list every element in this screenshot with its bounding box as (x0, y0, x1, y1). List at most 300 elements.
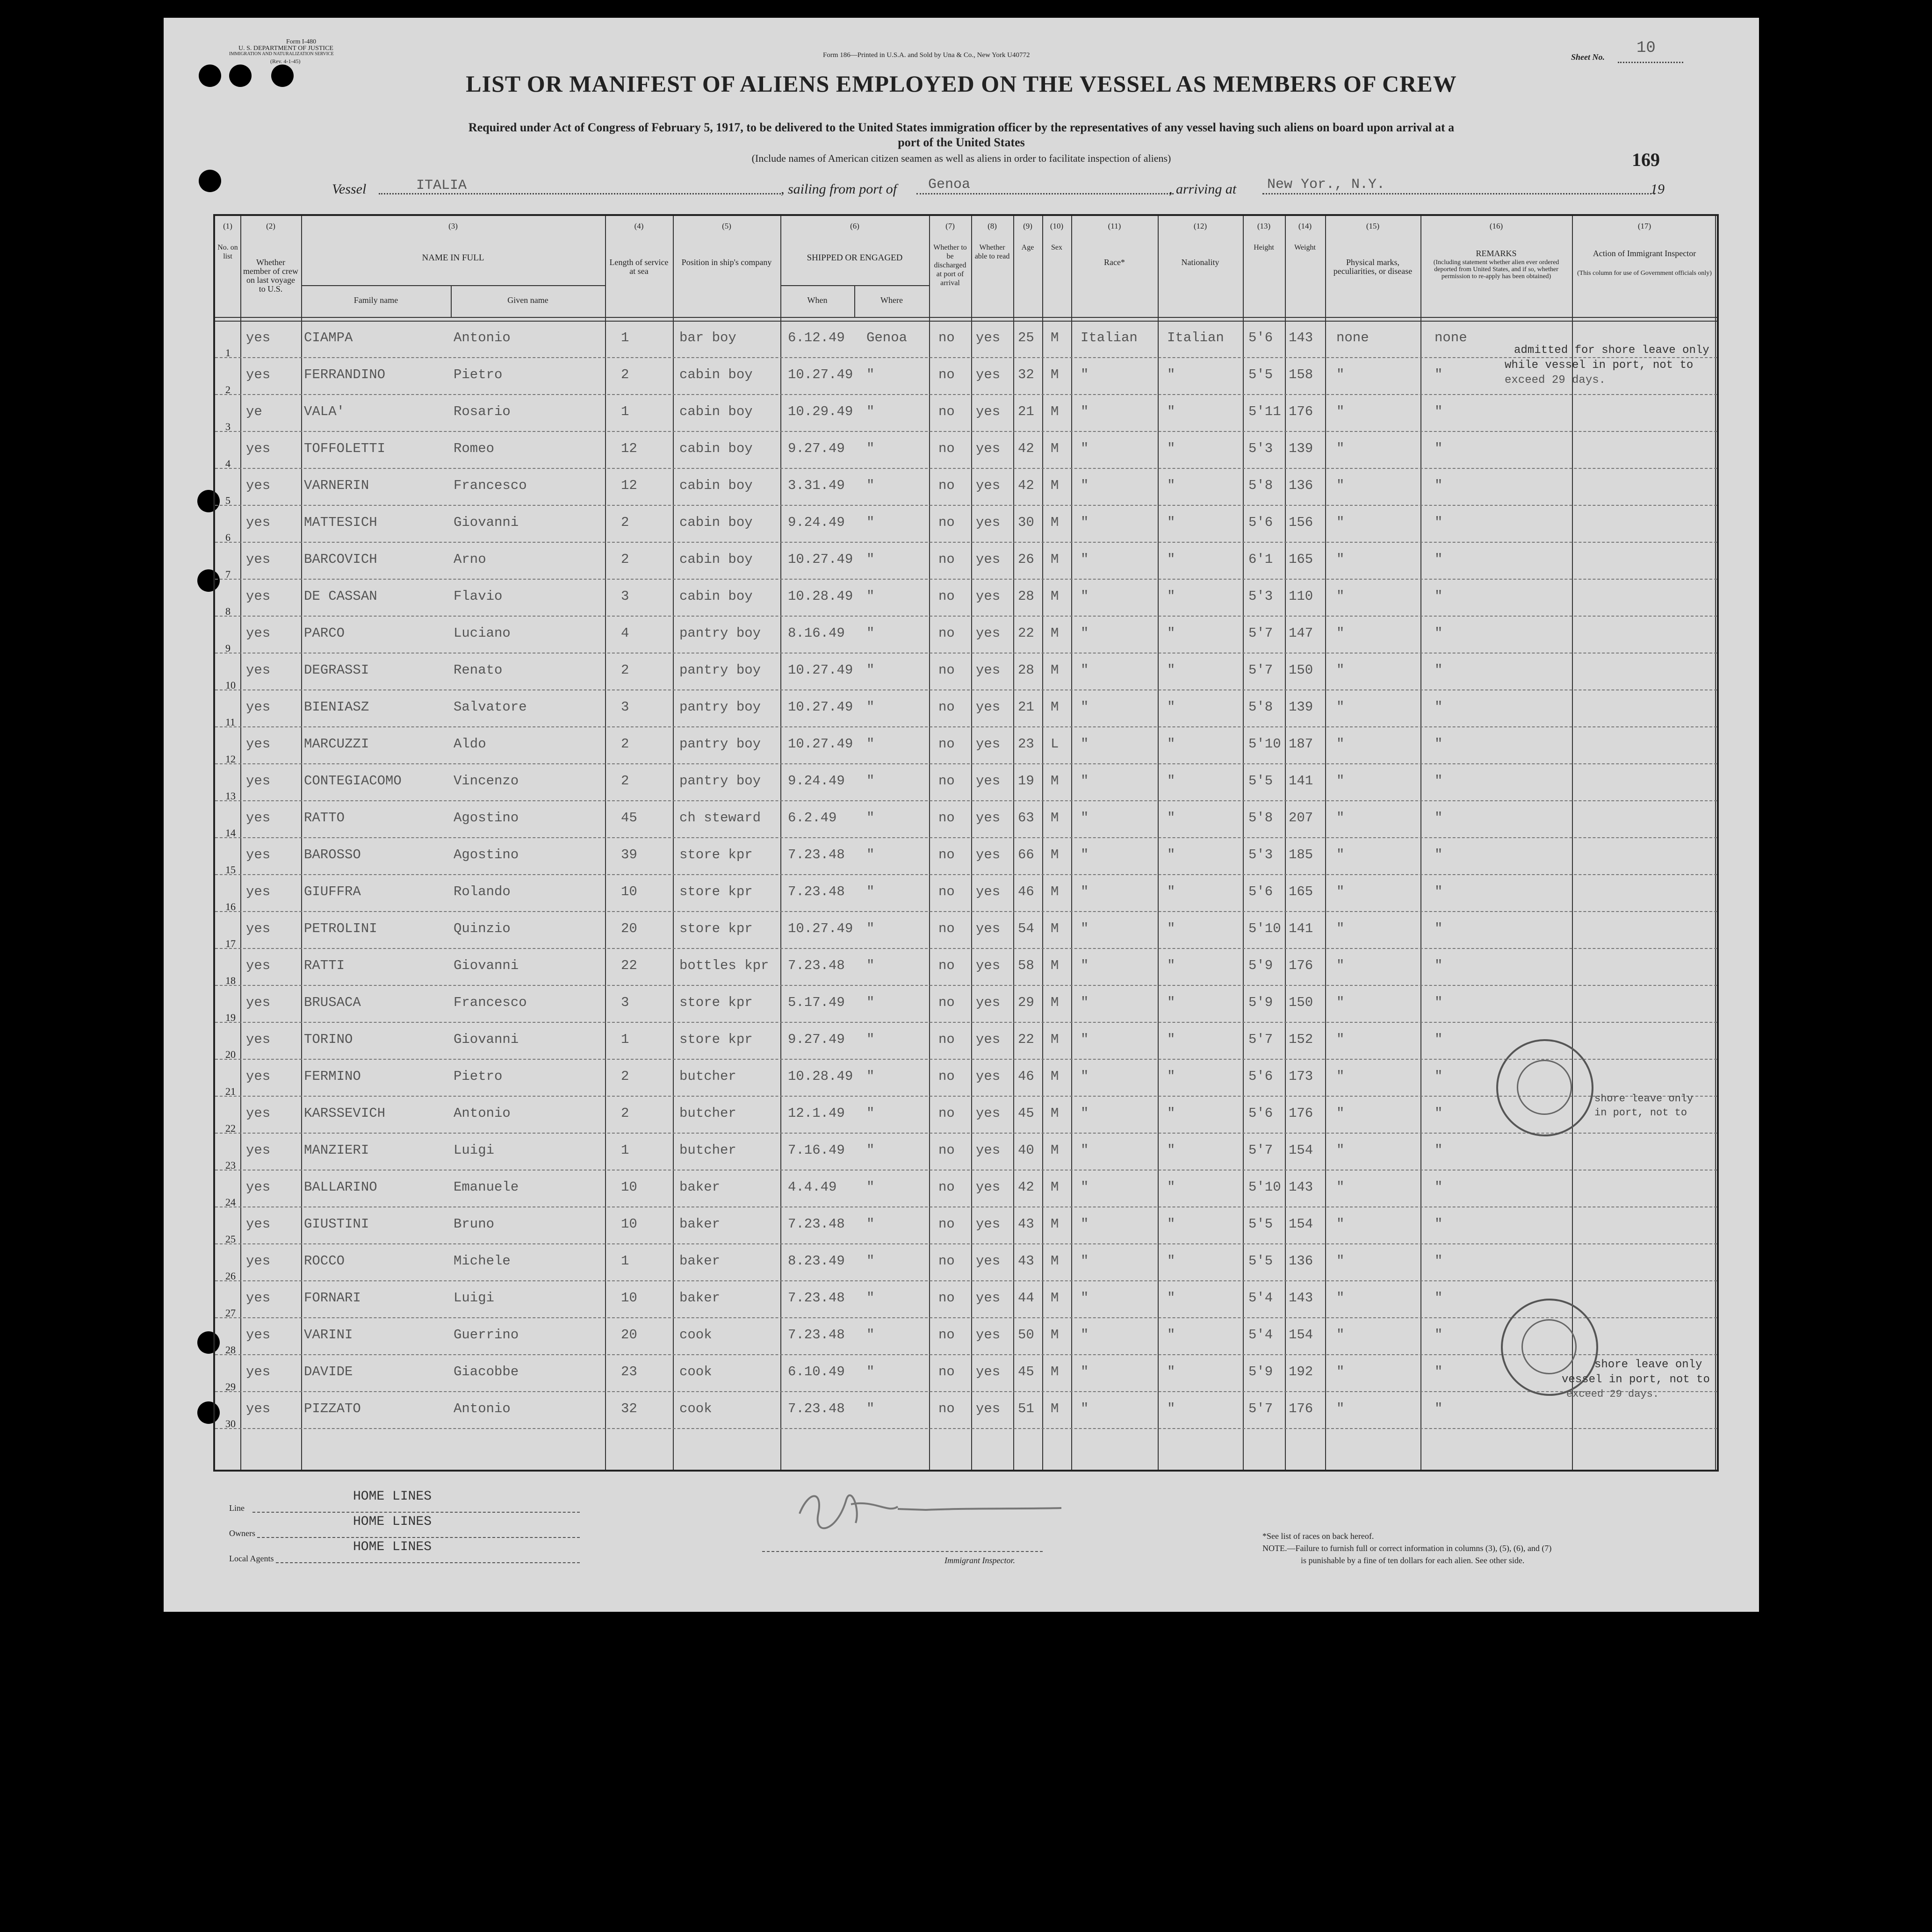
cell-where: " (866, 1069, 875, 1084)
cell-when: 6.2.49 (788, 810, 837, 826)
cell-nat: " (1167, 1142, 1175, 1158)
cell-family: BAROSSO (304, 847, 361, 862)
row-rule (215, 1170, 1717, 1171)
cell-where: " (866, 1290, 875, 1306)
cell-remarks: " (1435, 367, 1443, 382)
cell-where: " (866, 847, 875, 862)
row-number: 19 (225, 1012, 236, 1023)
cell-family: PETROLINI (304, 921, 377, 936)
cell-read: yes (976, 810, 1001, 826)
cell-remarks: " (1435, 958, 1443, 973)
cell-race: " (1081, 810, 1089, 826)
column-header: No. on list (217, 244, 238, 260)
row-rule (215, 1059, 1717, 1060)
cell-age: 46 (1018, 884, 1034, 899)
form-number: Form I-480 (286, 38, 317, 45)
cell-remarks: " (1435, 1179, 1443, 1195)
cell-nat: " (1167, 995, 1175, 1010)
cell-age: 19 (1018, 773, 1034, 789)
column-rule (1158, 216, 1159, 1470)
cell-nat: " (1167, 773, 1175, 789)
column-note: (This column for use of Government officials only) (1577, 270, 1712, 277)
cell-where: " (866, 552, 875, 567)
cell-race: " (1081, 515, 1089, 530)
cell-race: " (1081, 552, 1089, 567)
cell-disch: no (938, 958, 955, 973)
cell-service: 2 (621, 1106, 629, 1121)
cell-nat: " (1167, 589, 1175, 604)
cell-given: Agostino (454, 847, 519, 862)
cell-race: " (1081, 1106, 1089, 1121)
remarks-note: admitted for shore leave only (1514, 344, 1709, 357)
cell-marks: " (1336, 367, 1345, 382)
cell-where: " (866, 662, 875, 678)
cell-height: 5'7 (1248, 1142, 1273, 1158)
cell-sex: M (1051, 1142, 1059, 1158)
cell-marks: " (1336, 1142, 1345, 1158)
cell-marks: " (1336, 1401, 1345, 1416)
cell-position: store kpr (679, 847, 753, 862)
cell-remarks: " (1435, 441, 1443, 456)
cell-nat: " (1167, 1290, 1175, 1306)
cell-when: 9.24.49 (788, 515, 845, 530)
cell-crew: yes (246, 1290, 271, 1306)
cell-when: 10.27.49 (788, 367, 853, 382)
cell-weight: 173 (1289, 1069, 1313, 1084)
cell-sex: M (1051, 1327, 1059, 1343)
row-number: 22 (225, 1122, 236, 1134)
cell-service: 10 (621, 1290, 637, 1306)
cell-position: ch steward (679, 810, 761, 826)
cell-crew: yes (246, 773, 271, 789)
cell-when: 7.23.48 (788, 958, 845, 973)
cell-disch: no (938, 625, 955, 641)
column-number: (12) (1193, 222, 1207, 230)
cell-remarks: " (1435, 1327, 1443, 1343)
cell-sex: M (1051, 847, 1059, 862)
cell-read: yes (976, 330, 1001, 345)
cell-marks: " (1336, 1179, 1345, 1195)
cell-read: yes (976, 699, 1001, 715)
cell-given: Giovanni (454, 515, 519, 530)
cell-nat: " (1167, 1364, 1175, 1379)
cell-age: 66 (1018, 847, 1034, 862)
cell-family: CIAMPA (304, 330, 353, 345)
cell-crew: yes (246, 884, 271, 899)
cell-remarks: " (1435, 1216, 1443, 1232)
cell-crew: yes (246, 662, 271, 678)
cell-disch: no (938, 995, 955, 1010)
cell-crew: yes (246, 367, 271, 382)
cell-disch: no (938, 552, 955, 567)
cell-when: 7.23.48 (788, 1327, 845, 1343)
cell-where: " (866, 1327, 875, 1343)
cell-when: 6.12.49 (788, 330, 845, 345)
cell-where: " (866, 1106, 875, 1121)
cell-marks: " (1336, 662, 1345, 678)
cell-weight: 147 (1289, 625, 1313, 641)
cell-race: " (1081, 1069, 1089, 1084)
cell-disch: no (938, 1179, 955, 1195)
cell-where: " (866, 699, 875, 715)
cell-race: " (1081, 699, 1089, 715)
row-number: 26 (225, 1270, 236, 1282)
cell-read: yes (976, 1364, 1001, 1379)
cell-disch: no (938, 1253, 955, 1269)
cell-when: 7.23.48 (788, 1401, 845, 1416)
column-header: Height (1254, 244, 1274, 251)
cell-weight: 156 (1289, 515, 1313, 530)
cell-family: FERMINO (304, 1069, 361, 1084)
column-number: (15) (1366, 222, 1380, 230)
cell-height: 5'10 (1248, 1179, 1281, 1195)
cell-sex: M (1051, 1253, 1059, 1269)
row-number: 27 (225, 1307, 236, 1319)
row-rule (215, 726, 1717, 727)
cell-service: 12 (621, 478, 637, 493)
column-number: (9) (1023, 222, 1032, 230)
column-rule (1243, 216, 1244, 1470)
cell-race: " (1081, 441, 1089, 456)
cell-height: 5'11 (1248, 404, 1281, 419)
cell-crew: yes (246, 1069, 271, 1084)
cell-height: 5'6 (1248, 515, 1273, 530)
cell-family: VALA' (304, 404, 345, 419)
cell-age: 51 (1018, 1401, 1034, 1416)
cell-nat: " (1167, 699, 1175, 715)
cell-remarks: " (1435, 995, 1443, 1010)
row-rule (215, 1096, 1717, 1097)
cell-read: yes (976, 1106, 1001, 1121)
cell-race: " (1081, 478, 1089, 493)
cell-read: yes (976, 921, 1001, 936)
row-number: 11 (225, 716, 236, 728)
cell-read: yes (976, 552, 1001, 567)
cell-given: Bruno (454, 1216, 495, 1232)
cell-race: " (1081, 1142, 1089, 1158)
cell-when: 12.1.49 (788, 1106, 845, 1121)
cell-family: TOFFOLETTI (304, 441, 386, 456)
cell-where: " (866, 441, 875, 456)
cell-age: 28 (1018, 662, 1034, 678)
column-header: Physical marks, peculiarities, or disease (1333, 258, 1413, 276)
cell-disch: no (938, 367, 955, 382)
cell-given: Giovanni (454, 1032, 519, 1047)
cell-disch: no (938, 478, 955, 493)
cell-when: 7.23.48 (788, 1290, 845, 1306)
column-subheader: When (807, 295, 828, 305)
cell-service: 22 (621, 958, 637, 973)
crew-table (213, 214, 1719, 1472)
cell-race: " (1081, 773, 1089, 789)
official-stamp (1496, 1039, 1593, 1136)
cell-family: GIUFFRA (304, 884, 361, 899)
cell-weight: 176 (1289, 958, 1313, 973)
cell-service: 4 (621, 625, 629, 641)
cell-nat: " (1167, 404, 1175, 419)
cell-where: " (866, 589, 875, 604)
column-number: (3) (448, 222, 458, 230)
cell-where: " (866, 884, 875, 899)
cell-race: " (1081, 958, 1089, 973)
row-rule (215, 616, 1717, 617)
row-number: 10 (225, 679, 236, 691)
cell-position: cabin boy (679, 515, 753, 530)
cell-nat: " (1167, 1253, 1175, 1269)
cell-remarks: " (1435, 810, 1443, 826)
cell-age: 45 (1018, 1106, 1034, 1121)
vessel-name: ITALIA (416, 178, 467, 194)
cell-family: FORNARI (304, 1290, 361, 1306)
cell-age: 46 (1018, 1069, 1034, 1084)
cell-given: Flavio (454, 589, 503, 604)
cell-height: 5'7 (1248, 662, 1273, 678)
cell-weight: 139 (1289, 699, 1313, 715)
cell-service: 12 (621, 441, 637, 456)
cell-position: store kpr (679, 1032, 753, 1047)
row-number: 8 (225, 605, 231, 617)
cell-read: yes (976, 589, 1001, 604)
cell-given: Luigi (454, 1290, 495, 1306)
cell-when: 10.29.49 (788, 404, 853, 419)
row-number: 21 (225, 1085, 236, 1097)
sheet-number-line (1618, 62, 1683, 63)
cell-race: " (1081, 1327, 1089, 1343)
cell-disch: no (938, 662, 955, 678)
cell-weight: 176 (1289, 404, 1313, 419)
cell-when: 9.27.49 (788, 1032, 845, 1047)
cell-sex: M (1051, 552, 1059, 567)
cell-weight: 154 (1289, 1142, 1313, 1158)
cell-position: butcher (679, 1069, 736, 1084)
cell-weight: 139 (1289, 441, 1313, 456)
row-number: 28 (225, 1344, 236, 1356)
cell-height: 5'5 (1248, 367, 1273, 382)
cell-marks: " (1336, 1216, 1345, 1232)
cell-disch: no (938, 1106, 955, 1121)
cell-weight: 176 (1289, 1106, 1313, 1121)
column-subheader: Where (880, 295, 903, 305)
cell-disch: no (938, 1401, 955, 1416)
cell-age: 21 (1018, 699, 1034, 715)
row-number: 23 (225, 1159, 236, 1171)
cell-nat: " (1167, 441, 1175, 456)
cell-marks: " (1336, 1364, 1345, 1379)
cell-marks: " (1336, 847, 1345, 862)
cell-when: 10.27.49 (788, 699, 853, 715)
cell-nat: " (1167, 1216, 1175, 1232)
cell-race: " (1081, 1253, 1089, 1269)
cell-age: 43 (1018, 1216, 1034, 1232)
cell-weight: 176 (1289, 1401, 1313, 1416)
cell-position: baker (679, 1290, 721, 1306)
cell-race: " (1081, 847, 1089, 862)
row-number: 6 (225, 531, 231, 543)
cell-disch: no (938, 1216, 955, 1232)
cell-read: yes (976, 1179, 1001, 1195)
column-header: Length of service at sea (609, 258, 669, 276)
cell-read: yes (976, 1032, 1001, 1047)
cell-sex: M (1051, 662, 1059, 678)
cell-sex: L (1051, 736, 1059, 752)
column-rule (301, 216, 302, 1470)
cell-read: yes (976, 662, 1001, 678)
cell-age: 54 (1018, 921, 1034, 936)
cell-when: 5.17.49 (788, 995, 845, 1010)
cell-age: 28 (1018, 589, 1034, 604)
cell-read: yes (976, 1142, 1001, 1158)
remarks-note: vessel in port, not to (1562, 1373, 1710, 1386)
cell-read: yes (976, 958, 1001, 973)
cell-crew: yes (246, 589, 271, 604)
row-rule (215, 911, 1717, 912)
cell-given: Vincenzo (454, 773, 519, 789)
column-header: Whether to be discharged at port of arrival (933, 244, 967, 287)
vessel-label: Vessel (332, 181, 367, 197)
cell-disch: no (938, 330, 955, 345)
cell-height: 5'9 (1248, 1364, 1273, 1379)
cell-age: 42 (1018, 441, 1034, 456)
cell-given: Aldo (454, 736, 486, 752)
cell-crew: yes (246, 736, 271, 752)
cell-where: " (866, 810, 875, 826)
cell-given: Quinzio (454, 921, 511, 936)
cell-marks: " (1336, 625, 1345, 641)
column-note: (Including statement whether alien ever ordered deported from United States, and if so, whether permission to re-apply has been obtained) (1433, 259, 1559, 280)
cell-family: RATTO (304, 810, 345, 826)
cell-height: 5'6 (1248, 1069, 1273, 1084)
cell-crew: yes (246, 625, 271, 641)
subheader-rule (301, 285, 605, 286)
cell-service: 2 (621, 515, 629, 530)
row-number: 16 (225, 901, 236, 912)
cell-when: 7.23.48 (788, 884, 845, 899)
cell-disch: no (938, 884, 955, 899)
row-number: 30 (225, 1418, 236, 1429)
cell-service: 3 (621, 589, 629, 604)
cell-marks: " (1336, 552, 1345, 567)
column-rule (1715, 216, 1716, 1470)
cell-sex: M (1051, 810, 1059, 826)
cell-marks: " (1336, 995, 1345, 1010)
cell-disch: no (938, 699, 955, 715)
header-rule (215, 317, 1717, 318)
cell-when: 10.27.49 (788, 552, 853, 567)
cell-remarks: " (1435, 1401, 1443, 1416)
cell-given: Antonio (454, 1401, 511, 1416)
cell-sex: M (1051, 330, 1059, 345)
cell-position: store kpr (679, 921, 753, 936)
column-number: (4) (634, 222, 644, 230)
cell-where: " (866, 478, 875, 493)
cell-crew: yes (246, 1106, 271, 1121)
cell-position: cabin boy (679, 367, 753, 382)
cell-marks: " (1336, 589, 1345, 604)
sheet-number: 10 (1636, 39, 1656, 57)
cell-position: pantry boy (679, 625, 761, 641)
sailing-label: , sailing from port of (781, 181, 897, 197)
cell-position: cabin boy (679, 478, 753, 493)
cell-family: PARCO (304, 625, 345, 641)
row-rule (215, 468, 1717, 469)
agents-label: Local Agents (229, 1554, 274, 1563)
cell-weight: 136 (1289, 478, 1313, 493)
penalty-note: is punishable by a fine of ten dollars for each alien. See other side. (1301, 1556, 1525, 1565)
cell-service: 2 (621, 367, 629, 382)
cell-nat: " (1167, 625, 1175, 641)
cell-family: PIZZATO (304, 1401, 361, 1416)
cell-read: yes (976, 367, 1001, 382)
column-header: REMARKS (1476, 249, 1517, 258)
row-rule (215, 874, 1717, 875)
cell-age: 21 (1018, 404, 1034, 419)
cell-race: " (1081, 404, 1089, 419)
cell-when: 3.31.49 (788, 478, 845, 493)
cell-age: 22 (1018, 625, 1034, 641)
cell-disch: no (938, 736, 955, 752)
cell-crew: yes (246, 1216, 271, 1232)
cell-position: pantry boy (679, 773, 761, 789)
cell-weight: 141 (1289, 921, 1313, 936)
cell-marks: " (1336, 404, 1345, 419)
cell-given: Renato (454, 662, 503, 678)
cell-weight: 154 (1289, 1216, 1313, 1232)
cell-marks: " (1336, 810, 1345, 826)
cell-sex: M (1051, 367, 1059, 382)
subtitle-requirement: Required under Act of Congress of February 5, 1917, to be delivered to the United States immigration officer by the representatives of any vessel having such aliens on board upon arrival at a (468, 121, 1455, 134)
row-rule (215, 542, 1717, 543)
cell-family: BRUSACA (304, 995, 361, 1010)
cell-sex: M (1051, 699, 1059, 715)
cell-position: bottles kpr (679, 958, 769, 973)
cell-race: " (1081, 995, 1089, 1010)
column-rule (929, 216, 930, 1470)
column-header: SHIPPED OR ENGAGED (807, 253, 903, 263)
row-number: 13 (225, 790, 236, 802)
agency-name: U. S. DEPARTMENT OF JUSTICE (238, 45, 333, 52)
cell-disch: no (938, 1364, 955, 1379)
cell-family: CONTEGIACOMO (304, 773, 402, 789)
cell-given: Giovanni (454, 958, 519, 973)
cell-weight: 110 (1289, 589, 1313, 604)
cell-read: yes (976, 1327, 1001, 1343)
cell-age: 58 (1018, 958, 1034, 973)
cell-remarks: " (1435, 1142, 1443, 1158)
cell-read: yes (976, 404, 1001, 419)
cell-where: " (866, 995, 875, 1010)
cell-given: Luigi (454, 1142, 495, 1158)
column-number: (8) (988, 222, 997, 230)
cell-nat: " (1167, 1327, 1175, 1343)
cell-where: " (866, 1032, 875, 1047)
cell-remarks: " (1435, 736, 1443, 752)
cell-service: 1 (621, 1032, 629, 1047)
cell-crew: yes (246, 1327, 271, 1343)
cell-race: " (1081, 1032, 1089, 1047)
row-number: 17 (225, 938, 236, 949)
cell-weight: 192 (1289, 1364, 1313, 1379)
remarks-note: exceed 29 days. (1505, 374, 1606, 387)
cell-family: VARNERIN (304, 478, 369, 493)
cell-family: MARCUZZI (304, 736, 369, 752)
cell-remarks: " (1435, 1253, 1443, 1269)
cell-marks: " (1336, 478, 1345, 493)
cell-crew: yes (246, 1032, 271, 1047)
row-rule (215, 1428, 1717, 1429)
cell-read: yes (976, 441, 1001, 456)
cell-sex: M (1051, 1364, 1059, 1379)
cell-service: 1 (621, 1142, 629, 1158)
